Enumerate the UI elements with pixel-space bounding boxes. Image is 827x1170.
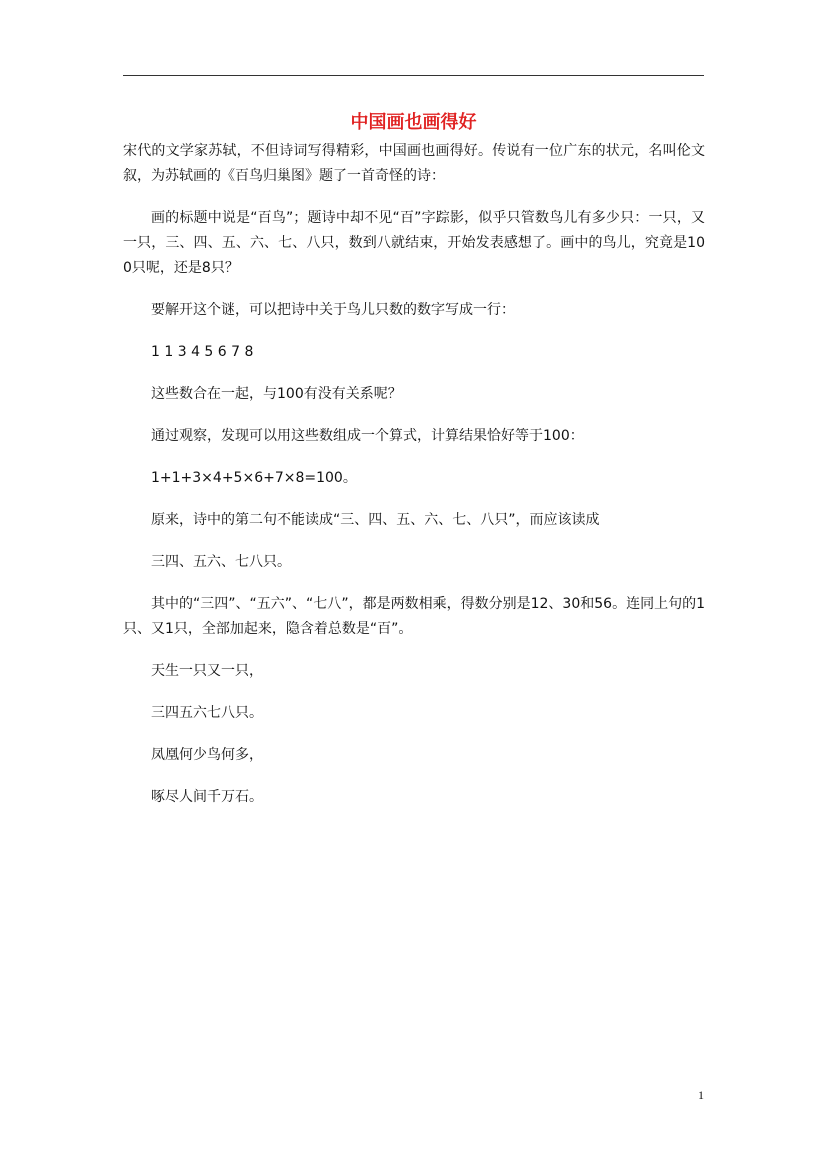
paragraph-intro: 宋代的文学家苏轼，不但诗词写得精彩，中国画也画得好。传说有一位广东的状元，名叫伦文叙，为苏轼画的《百鸟归巢图》题了一首奇怪的诗：	[123, 143, 705, 184]
paragraph-puzzle: 画的标题中说是“百鸟”；题诗中却不见“百”字踪影，似乎只管数鸟儿有多少只：一只，又一只，三、四、五、六、七、八只，数到八就结束，开始发表感想了。画中的鸟儿，究竟是100只呢，还是8只？	[123, 210, 705, 276]
paragraph-question: 这些数合在一起，与100有没有关系呢？	[151, 386, 402, 402]
poem-line-3: 凤凰何少鸟何多，	[151, 747, 263, 763]
paragraph-explanation: 其中的“三四”、“五六”、“七八”，都是两数相乘，得数分别是12、30和56。连同上句的1只、又1只，全部加起来，隐含着总数是“百”。	[123, 596, 705, 637]
paragraph-correct-reading: 三四、五六、七八只。	[151, 554, 291, 570]
paragraph-solve-prompt: 要解开这个谜，可以把诗中关于鸟儿只数的数字写成一行：	[151, 302, 515, 318]
document-title: 中国画也画得好	[350, 112, 477, 133]
paragraph-reading: 原来，诗中的第二句不能读成“三、四、五、六、七、八只”，而应该读成	[151, 512, 600, 528]
poem-line-1: 天生一只又一只，	[151, 663, 263, 679]
paragraph-number-row: 1 1 3 4 5 6 7 8	[151, 344, 254, 360]
page-number: 1	[698, 1088, 704, 1102]
document-body	[123, 139, 705, 810]
paragraph-equation: 1+1+3×4+5×6+7×8=100。	[151, 470, 357, 486]
poem-line-4: 啄尽人间千万石。	[151, 789, 263, 805]
poem-line-2: 三四五六七八只。	[151, 705, 263, 721]
header-rule	[123, 75, 704, 76]
paragraph-observation: 通过观察，发现可以用这些数组成一个算式，计算结果恰好等于100：	[151, 428, 584, 444]
